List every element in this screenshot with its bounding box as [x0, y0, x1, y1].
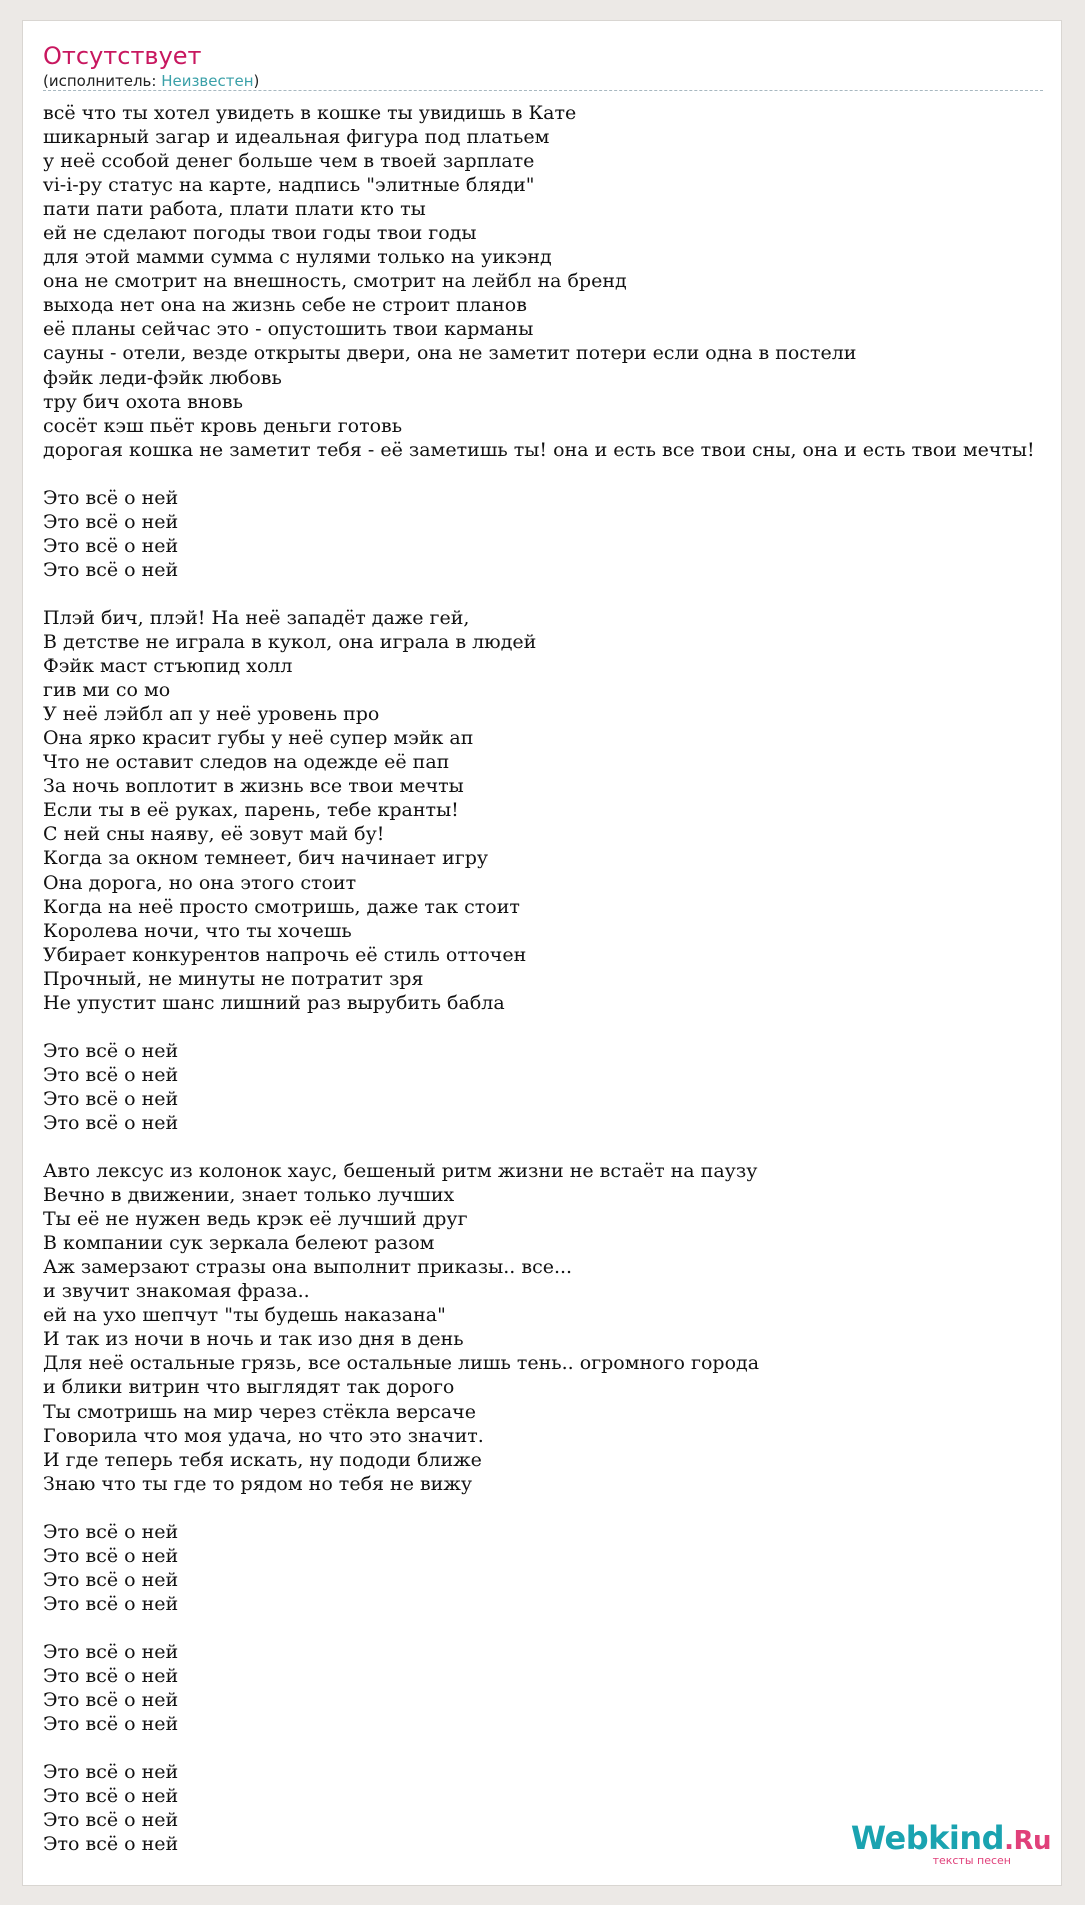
lyric-line: её планы сейчас это - опустошить твои карманы: [43, 318, 534, 341]
lyric-line: Знаю что ты где то рядом но тебя не вижу: [43, 1472, 472, 1495]
lyric-line: Это всё о ней: [43, 1568, 179, 1591]
lyric-line: Это всё о ней: [43, 1520, 179, 1543]
artist-line: [43, 71, 259, 91]
lyric-line: ей не сделают погоды твои годы твои годы: [43, 222, 477, 245]
lyric-line: Это всё о ней: [43, 1039, 179, 1062]
lyric-line: Плэй бич, плэй! На неё западёт даже гей,: [43, 606, 470, 629]
lyric-line: За ночь воплотит в жизнь все твои мечты: [43, 775, 464, 798]
lyric-line: дорогая кошка не заметит тебя - её заметишь ты! она и есть все твои сны, она и есть твои мечты!: [43, 438, 1035, 461]
lyric-line: она не смотрит на внешность, смотрит на лейбл на бренд: [43, 270, 627, 293]
lyric-line: выхода нет она на жизнь себе не строит планов: [43, 294, 527, 317]
lyric-line: Это всё о ней: [43, 1111, 179, 1134]
lyric-line: Это всё о ней: [43, 1641, 179, 1663]
lyric-line: Аж замерзают стразы она выполнит приказы.. все...: [43, 1256, 573, 1279]
lyric-line: Когда на неё просто смотришь, даже так стоит: [43, 895, 520, 918]
lyric-line: Она дорога, но она этого стоит: [43, 871, 357, 894]
lyric-line: У неё лэйбл ап у неё уровень про: [43, 703, 380, 726]
blank-line: [43, 1736, 1062, 1760]
lyric-line: Вечно в движении, знает только лучших: [43, 1184, 455, 1207]
lyric-line: Это всё о ней: [43, 558, 179, 581]
lyric-line: Это всё о ней: [43, 510, 179, 533]
lyric-line: Это всё о ней: [43, 534, 179, 557]
lyric-line: Ты её не нужен ведь крэк её лучший друг: [43, 1208, 468, 1231]
lyric-line: Это всё о ней: [43, 1785, 179, 1808]
lyric-line: Фэйк маст стъюпид холл: [43, 655, 293, 678]
lyric-line: vi-i-ру статус на карте, надпись "элитные бляди": [43, 174, 535, 197]
lyric-line: гив ми со мо: [43, 679, 171, 702]
lyrics-card: [22, 20, 1062, 1886]
lyric-line: сосёт кэш пьёт кровь деньги готовь: [43, 414, 403, 437]
lyric-line: Это всё о ней: [43, 1087, 179, 1110]
lyric-line: С ней сны наяву, её зовут май бу!: [43, 823, 385, 846]
lyric-line: Ты смотришь на мир через стёкла версаче: [43, 1400, 476, 1423]
lyric-line: Она ярко красит губы у неё супер мэйк ап: [43, 727, 474, 750]
lyric-line: ей на ухо шепчут "ты будешь наказана": [43, 1304, 446, 1327]
lyric-line: и блики витрин что выглядят так дорого: [43, 1376, 455, 1399]
artist-prefix: (исполнитель:: [43, 72, 162, 90]
lyric-line: Это всё о ней: [43, 1665, 179, 1688]
lyric-line: фэйк леди-фэйк любовь: [43, 366, 282, 389]
lyric-line: Авто лексус из колонок хаус, бешеный ритм жизни не встаёт на паузу: [43, 1160, 758, 1183]
lyric-line: Что не оставит следов на одежде её пап: [43, 751, 450, 774]
lyric-line: Это всё о ней: [43, 1809, 179, 1832]
blank-line: [43, 1135, 1062, 1159]
song-title: Отсутствует: [43, 42, 202, 70]
lyric-line: Убирает конкурентов напрочь её стиль отточен: [43, 943, 527, 966]
lyric-line: Это всё о ней: [43, 1592, 179, 1615]
lyric-line: для этой мамми сумма с нулями только на уикэнд: [43, 246, 552, 269]
lyric-line: Когда за окном темнеет, бич начинает игру: [43, 847, 489, 870]
blank-line: [43, 462, 1062, 486]
blank-line: [43, 1015, 1062, 1039]
site-logo[interactable]: [851, 1821, 1051, 1867]
lyrics-text: [43, 101, 1062, 1856]
blank-line: [43, 1496, 1062, 1520]
lyric-line: пати пати работа, плати плати кто ты: [43, 198, 426, 221]
lyric-line: Это всё о ней: [43, 1833, 179, 1856]
artist-suffix: ): [253, 72, 260, 90]
lyric-line: В компании сук зеркала белеют разом: [43, 1232, 435, 1255]
logo-tld: .Ru: [1004, 1826, 1051, 1856]
lyric-line: Это всё о ней: [43, 1713, 179, 1736]
lyric-line: И так из ночи в ночь и так изо дня в день: [43, 1328, 464, 1351]
lyric-line: всё что ты хотел увидеть в кошке ты увидишь в Кате: [43, 102, 577, 124]
lyric-line: Не упустит шанс лишний раз вырубить бабла: [43, 991, 505, 1014]
lyric-line: Это всё о ней: [43, 1761, 179, 1784]
lyric-line: тру бич охота вновь: [43, 390, 243, 413]
lyric-line: у неё ссобой денег больше чем в твоей зарплате: [43, 150, 535, 173]
logo-name: Webkind: [850, 1819, 1005, 1857]
lyric-line: Это всё о ней: [43, 1689, 179, 1712]
blank-line: [43, 582, 1062, 606]
lyric-line: шикарный загар и идеальная фигура под платьем: [43, 126, 550, 149]
lyric-line: В детстве не играла в кукол, она играла в людей: [43, 631, 537, 654]
lyric-line: Для неё остальные грязь, все остальные лишь тень.. огромного города: [43, 1352, 760, 1375]
logo-tagline: тексты песен: [932, 1854, 1011, 1867]
lyric-line: И где теперь тебя искать, ну пододи ближе: [43, 1448, 482, 1471]
blank-line: [43, 1616, 1062, 1640]
lyric-line: Королева ночи, что ты хочешь: [43, 919, 352, 942]
lyric-line: и звучит знакомая фраза..: [43, 1280, 310, 1303]
artist-link[interactable]: Неизвестен: [161, 72, 254, 90]
lyric-line: Если ты в её руках, парень, тебе кранты!: [43, 799, 459, 822]
lyric-line: Это всё о ней: [43, 1063, 179, 1086]
lyric-line: Говорила что моя удача, но что это значит.: [43, 1424, 484, 1447]
lyric-line: Прочный, не минуты не потратит зря: [43, 967, 424, 990]
header-divider: [43, 90, 1043, 91]
lyric-line: Это всё о ней: [43, 1544, 179, 1567]
lyric-line: сауны - отели, везде открыты двери, она не заметит потери если одна в постели: [43, 342, 857, 365]
lyric-line: Это всё о ней: [43, 486, 179, 509]
